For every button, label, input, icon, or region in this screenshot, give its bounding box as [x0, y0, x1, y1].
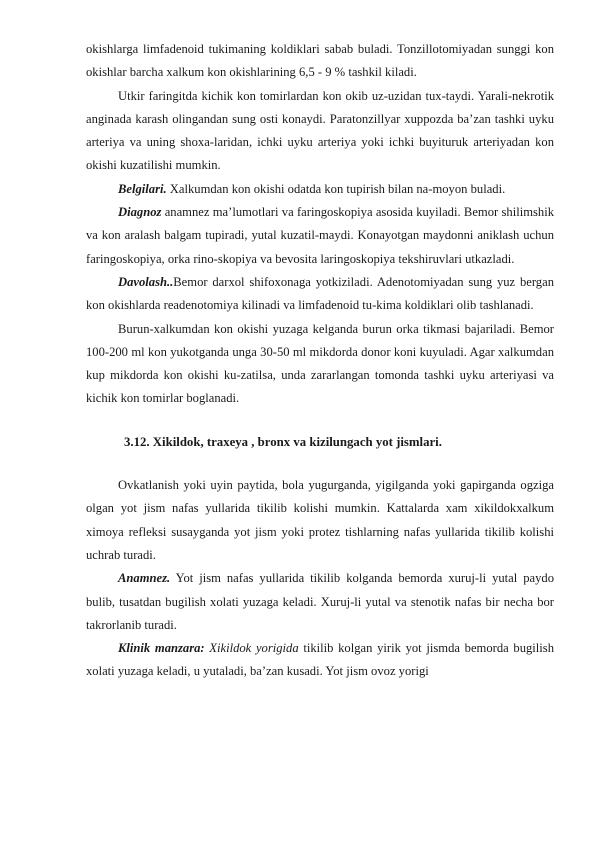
clinical-text: tikilib kolgan yirik yot jismda bemorda bugilish xolati yuzaga keladi, u yutaladi, ba’zan kusadi. Yot jism ovoz yorigi: [86, 641, 554, 679]
paragraph-anamnesis: [86, 567, 554, 637]
clinical-label: Klinik manzara:: [118, 641, 205, 656]
section-heading: 3.12. Xikildok, traxeya , bronx va kizilungach yot jismlari.: [124, 434, 442, 449]
paragraph-6: Burun-xalkumdan kon okishi yuzaga kelganda burun orka tikmasi bajariladi. Bemor 100-200 ml kon yukotganda unga 30-50 ml mikdorda donor koni kuyuladi. Agar xalkumdan kup mikdorda kon okishi ku-zatilsa, unda zararlangan tomonda tashki uyku arteriyasi va kichik kon tomirlar boglanadi.: [86, 321, 554, 406]
paragraph-7: Ovkatlanish yoki uyin paytida, bola yugurganda, yigilganda yoki gapirganda ogziga olgan yot jism nafas yullarida tikilib kolishi mumkin. Kattalarda xam xikildokxalkum ximoya refleksi susayganda yot jism yoki protez tishlarning nafas yullarida tikilib kolishi uchrab turadi.: [86, 478, 554, 562]
treatment-text: Bemor darxol shifoxonaga yotkiziladi. Adenotomiyadan sung yuz bergan kon okishlarda readenotomiya kilinadi va limfadenoid tu-kima koldiklari olib tashlanadi.: [86, 274, 554, 313]
treatment-label: Davolash..: [118, 274, 174, 289]
paragraph-treatment: [86, 271, 554, 318]
paragraph-clinical: [86, 637, 554, 684]
symptoms-text: Xalkumdan kon okishi odatda kon tupirish bilan na-moyon buladi.: [166, 181, 506, 196]
symptoms-label: Belgilari.: [118, 181, 167, 196]
anamnesis-label: Anamnez.: [118, 571, 171, 586]
document-page: [86, 38, 554, 684]
paragraph-diagnosis: [86, 201, 554, 271]
paragraph-symptoms: [86, 178, 554, 201]
diagnosis-label: Diagnoz: [118, 205, 162, 220]
paragraph-2: Utkir faringitda kichik kon tomirlardan kon okib uz-uzidan tux-taydi. Yarali-nekrotik anginada karash olingandan sung osti konaydi. Paratonzillyar xuppozda ba’zan tashki uyku arteriya va uning shoxa-laridan, ichki uyku arteriya yoki ichki buyituruk arteriyadan kon okishi kuzatilishi mumkin.: [86, 88, 554, 173]
anamnesis-text: Yot jism nafas yullarida tikilib kolganda bemorda xuruj-li yutal paydo bulib, tusatdan bugilish xolati yuzaga keladi. Xuruj-li yutal va stenotik nafas bir necha bor takrorlanib turadi.: [86, 571, 554, 632]
diagnosis-text: anamnez ma’lumotlari va faringoskopiya asosida kuyiladi. Bemor shilimshik va kon aralash balgam tupiradi, yutal kuzatil-maydi. Konayotgan maydonni aniklash uchun faringoskopiya, orka rino-skopiya va bevosita laringoskopiya tekshiruvlari utkazladi.: [86, 205, 554, 266]
paragraph-1: okishlarga limfadenoid tukimaning koldiklari sabab buladi. Tonzillotomiyadan sunggi kon okishlar barcha xalkum kon okishlarining 6,5 - 9 % tashkil kiladi.: [86, 42, 554, 80]
clinical-italic: Xikildok yorigida: [204, 641, 299, 656]
